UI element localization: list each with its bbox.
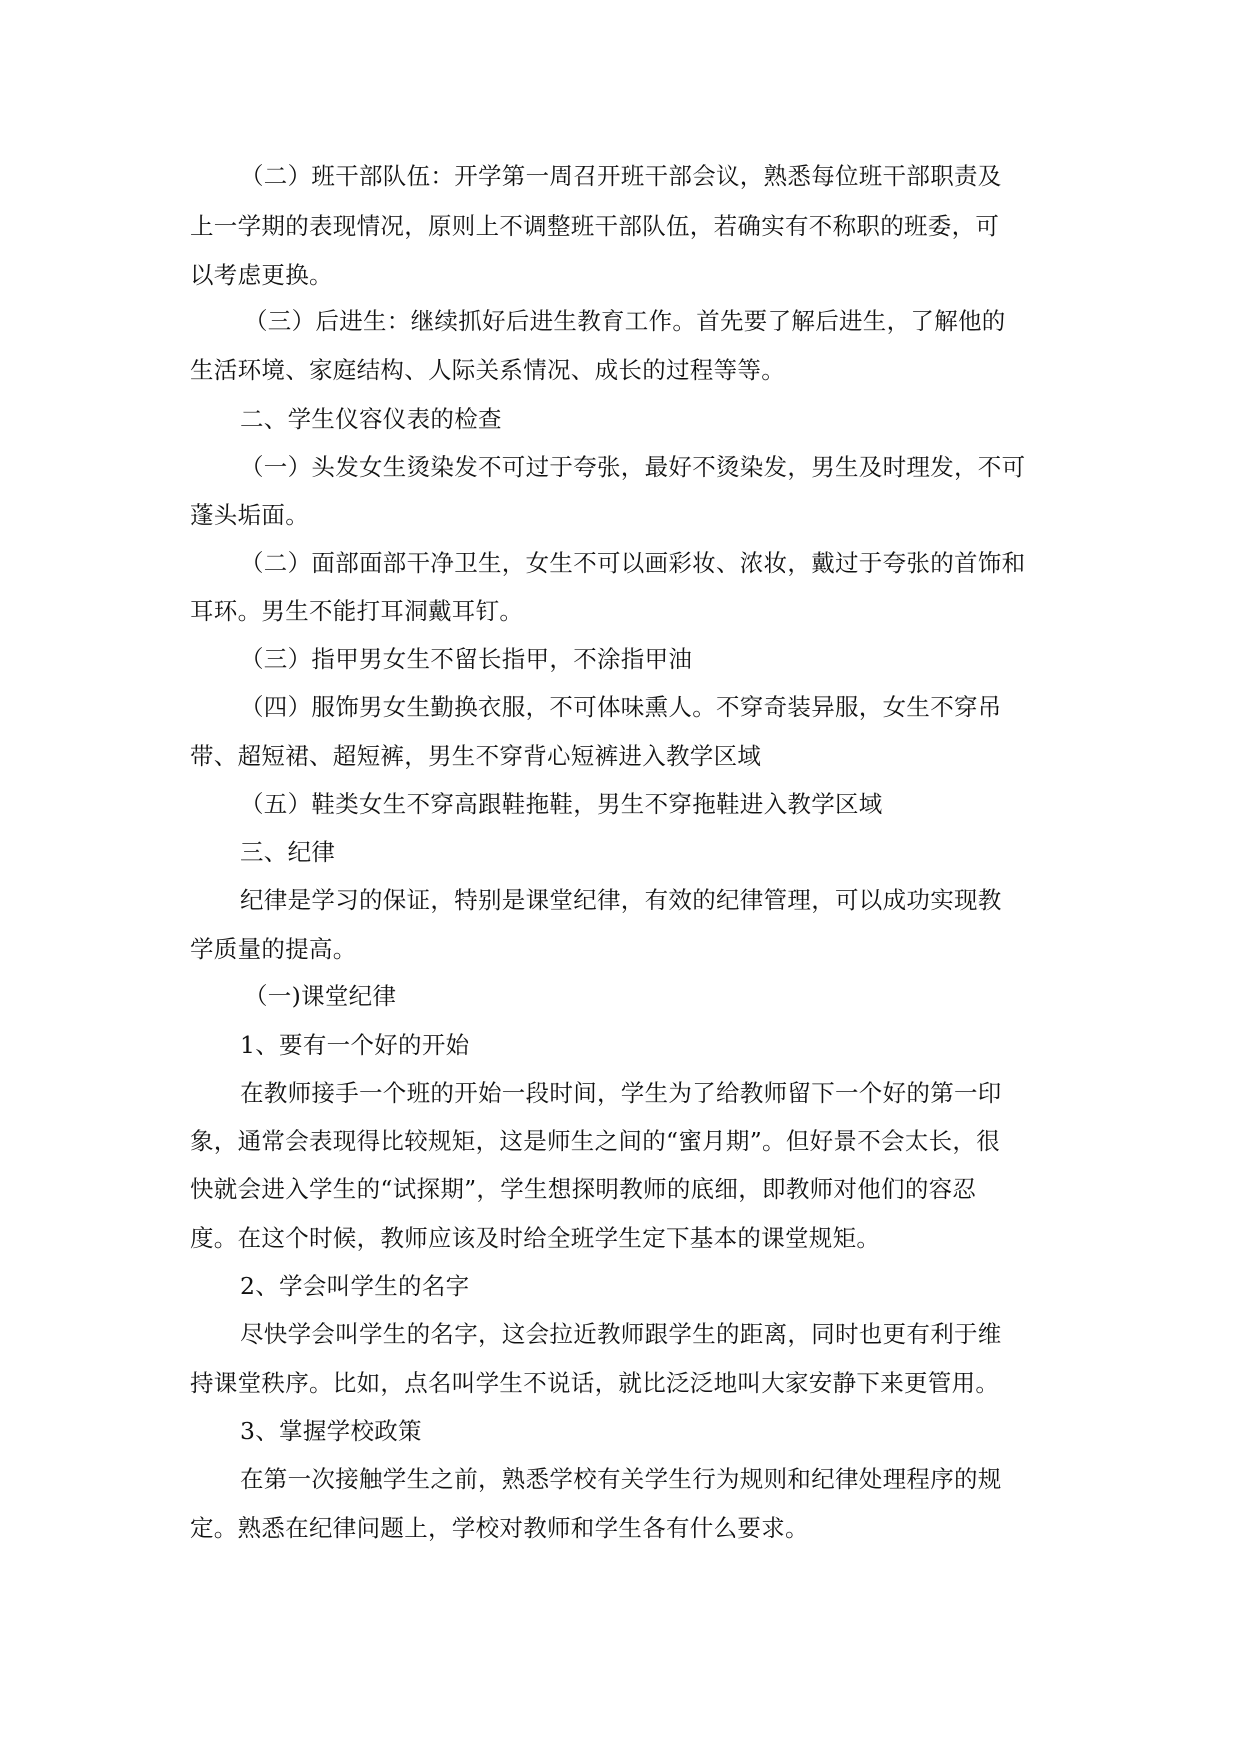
paragraph-line: （二）面部面部干净卫生，女生不可以画彩妆、浓妆，戴过于夸张的首饰和	[240, 549, 1026, 577]
paragraph-line: 持课堂秩序。比如，点名叫学生不说话，就比泛泛地叫大家安静下来更管用。	[190, 1369, 1000, 1397]
section-heading: 三、纪律	[240, 838, 336, 866]
paragraph-line: （二）班干部队伍：开学第一周召开班干部会议，熟悉每位班干部职责及	[240, 162, 1002, 190]
paragraph-line: 以考虑更换。	[190, 261, 333, 289]
section-heading: 二、学生仪容仪表的检查	[240, 405, 502, 433]
paragraph-line: 在第一次接触学生之前，熟悉学校有关学生行为规则和纪律处理程序的规	[240, 1465, 1002, 1493]
paragraph-line: 蓬头垢面。	[190, 501, 309, 529]
paragraph-line: 象，通常会表现得比较规矩，这是师生之间的“蜜月期”。但好景不会太长，很	[190, 1127, 1001, 1155]
paragraph-line: （三）后进生：继续抓好后进生教育工作。首先要了解后进生，了解他的	[244, 307, 1006, 335]
paragraph-line: 上一学期的表现情况，原则上不调整班干部队伍，若确实有不称职的班委，可	[190, 212, 1000, 240]
paragraph-line: 耳环。男生不能打耳洞戴耳钉。	[190, 597, 524, 625]
subsection-heading: 3、掌握学校政策	[240, 1417, 422, 1445]
paragraph-line: 快就会进入学生的“试探期”，学生想探明教师的底细，即教师对他们的容忍	[190, 1175, 977, 1203]
paragraph-line: 学质量的提高。	[190, 935, 357, 963]
paragraph-line: 带、超短裙、超短裤，男生不穿背心短裤进入教学区域	[190, 742, 762, 770]
paragraph-line: 在教师接手一个班的开始一段时间，学生为了给教师留下一个好的第一印	[240, 1079, 1002, 1107]
paragraph-line: 度。在这个时候，教师应该及时给全班学生定下基本的课堂规矩。	[190, 1224, 881, 1252]
paragraph-line: （一）头发女生烫染发不可过于夸张，最好不烫染发，男生及时理发，不可	[240, 453, 1026, 481]
paragraph-line: 尽快学会叫学生的名字，这会拉近教师跟学生的距离，同时也更有利于维	[240, 1320, 1002, 1348]
paragraph-line: 纪律是学习的保证，特别是课堂纪律，有效的纪律管理，可以成功实现教	[240, 886, 1002, 914]
subsection-heading: 2、学会叫学生的名字	[240, 1272, 470, 1300]
paragraph-line: （五）鞋类女生不穿高跟鞋拖鞋，男生不穿拖鞋进入教学区域	[240, 790, 883, 818]
paragraph-line: （三）指甲男女生不留长指甲，不涂指甲油	[240, 645, 693, 673]
subsection-heading: （一)课堂纪律	[244, 982, 397, 1010]
paragraph-line: 生活环境、家庭结构、人际关系情况、成长的过程等等。	[190, 356, 785, 384]
paragraph-line: （四）服饰男女生勤换衣服，不可体味熏人。不穿奇装异服，女生不穿吊	[240, 693, 1002, 721]
subsection-heading: 1、要有一个好的开始	[240, 1031, 470, 1059]
paragraph-line: 定。熟悉在纪律问题上，学校对教师和学生各有什么要求。	[190, 1514, 809, 1542]
